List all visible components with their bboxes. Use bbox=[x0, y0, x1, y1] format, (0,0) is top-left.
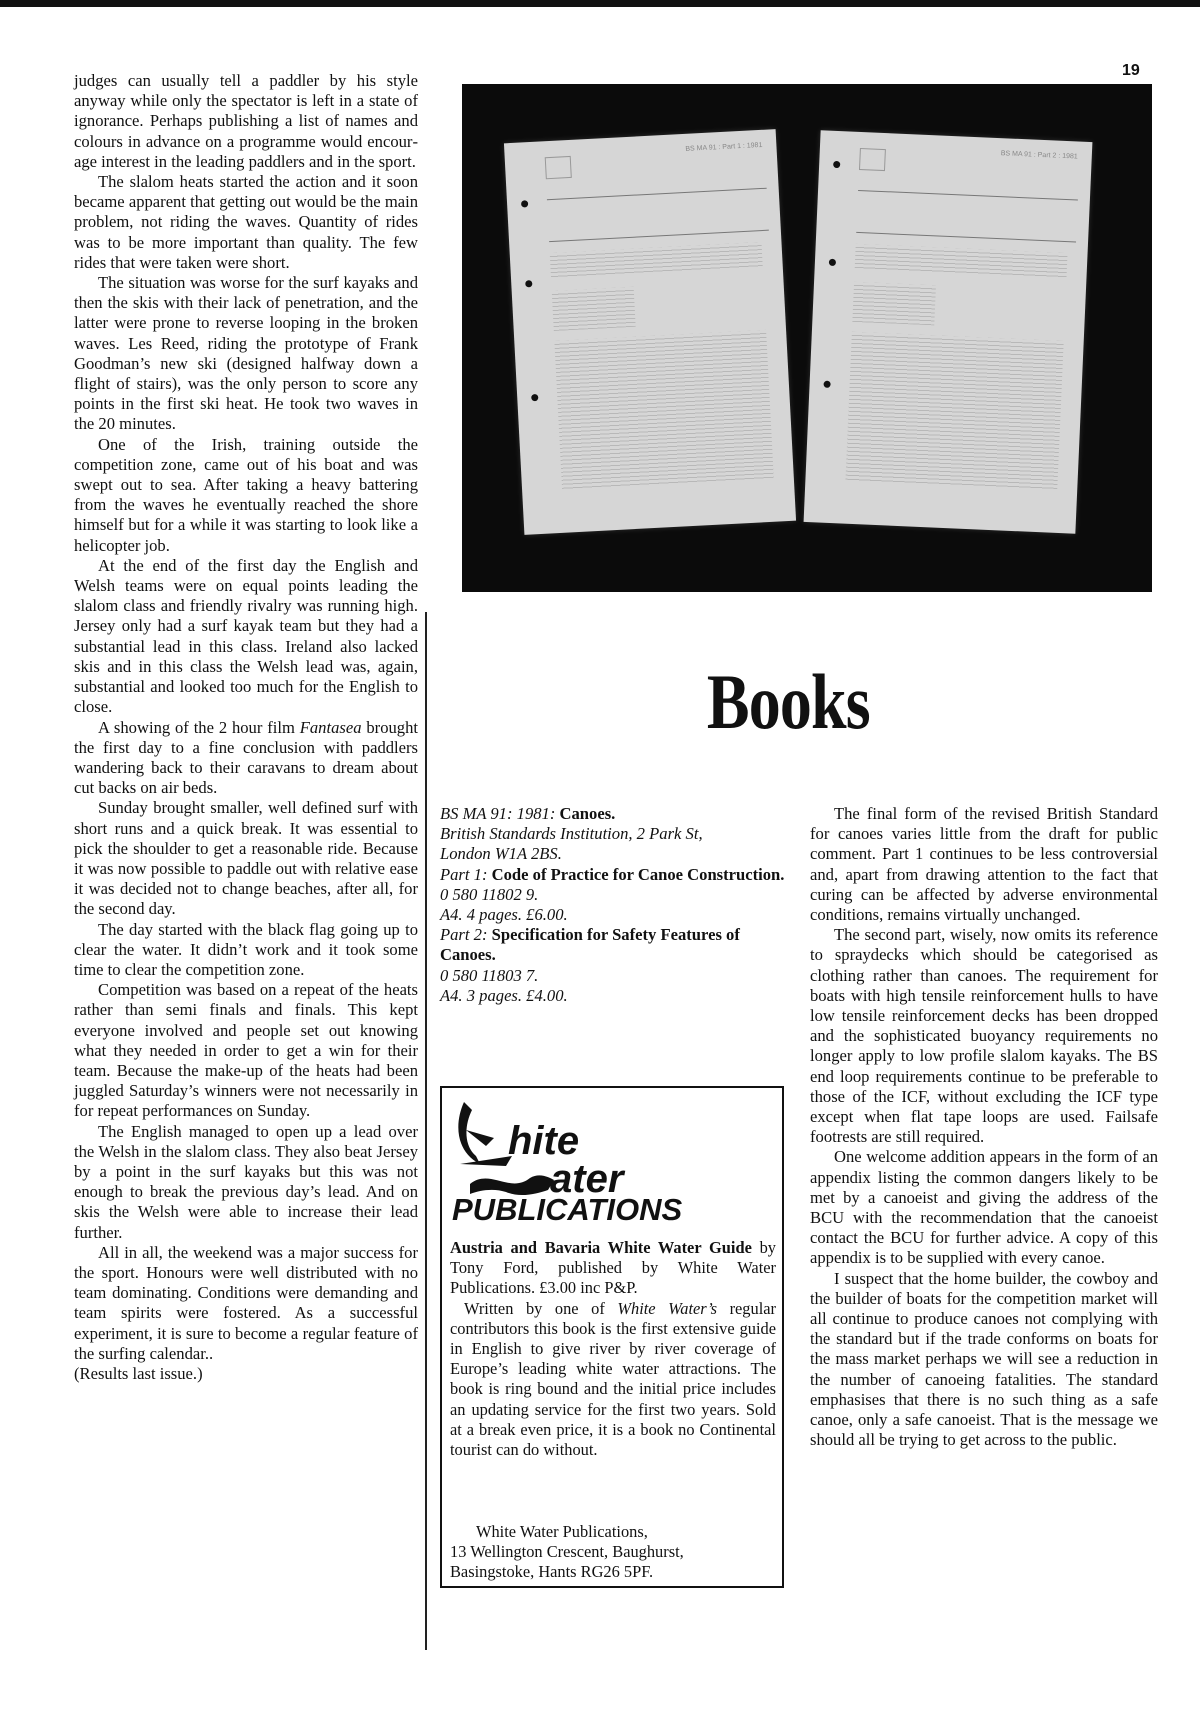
document-rule bbox=[547, 188, 767, 201]
article-paragraph: Competition was based on a repeat of the heats rather than semi finals and finals. This kept everyone involved and people set out knowing what they needed in order to get a win for their team. Because the make-up of the heats had been juggled Saturday’s winners were not necessarily in for repeat performances on Sunday. bbox=[74, 980, 418, 1121]
text-run: Written by one of bbox=[464, 1298, 618, 1318]
document-text-block bbox=[852, 282, 936, 326]
section-title: Books bbox=[706, 658, 870, 745]
part-title: Code of Practice for Canoe Construction. bbox=[487, 864, 785, 884]
document-text-block bbox=[552, 287, 636, 331]
punch-hole-icon bbox=[521, 200, 528, 207]
logo-word-publications: PUBLICATIONS bbox=[452, 1192, 683, 1222]
document-rule bbox=[858, 190, 1078, 201]
review-paragraph: One welcome addition appears in the form of an appendix listing the common dangers likely to be met by a canoeist and giving the address of the BCU with the recommendation that the canoeist contact the BCU for further advice. A copy of this appendix is to be supplied with every canoe. bbox=[810, 1147, 1158, 1268]
document-rule bbox=[856, 232, 1076, 243]
film-title: Fantasea bbox=[299, 717, 362, 737]
guide-byline: by Tony Ford, published by White Water Publications. £3.00 inc P&P. bbox=[450, 1238, 776, 1298]
article-paragraph: The situation was worse for the surf kayaks and then the skis with their lack of penetration, and the latter were prone to reverse looping in the broken waves. Les Reed, riding the prototype of Frank Goodman’s new ski (designed halfway down a flight of stairs), was the only person to score any points in the first ski heat. He took two waves in the 20 minutes. bbox=[74, 273, 418, 434]
review-paragraph: The second part, wisely, now omits its reference to spraydecks which should be categorised as clothing rather than canoes. The requirement for boats with high tensile reinforcement hulls to have low tensile reinforcement decks has been dropped and the sophisticated buoyancy requirements no longer apply to low profile slalom kayaks. The BS end loop requirements continue to be preferable to those of the ICF, without excluding the ICF type except when flat tape loops are used. Failsafe footrests are still required. bbox=[810, 925, 1158, 1147]
guide-title: Austria and Bavaria White Water Guide bbox=[450, 1238, 752, 1257]
bsi-logo-icon bbox=[859, 148, 886, 171]
article-paragraph: At the end of the first day the English and Welsh teams were on equal points leading the slalom class and friendly rivalry was running high. Jersey only had a surf kayak team but they had a substantial lead in this class. Ireland also lacked skis and in this class the Welsh lead was, again, substantial and looked too much for the English to close. bbox=[74, 555, 418, 717]
review-paragraph: The final form of the revised British Standard for canoes varies little from the draft for public comment. Part 1 continues to be less controversial and, apart from drawing attention to the fact that curing can be affected by adverse environmental conditions, remains virtually unchanged. bbox=[810, 804, 1158, 925]
address-line: White Water Publications, bbox=[476, 1522, 648, 1541]
white-water-publications-advert bbox=[440, 1086, 784, 1588]
magazine-name: White Water’s bbox=[617, 1298, 718, 1318]
document-text-block bbox=[550, 242, 763, 279]
text-run: regular contributors this book is the first extensive guide in English to give river by river coverage of Europe’s leading white water attractions. The book is ring bound and the initial price includes an updating service for the first two years. Sold at a break even price, it is a book no Continental tourist can do without. bbox=[450, 1298, 776, 1460]
white-water-publications-logo bbox=[450, 1094, 740, 1222]
logo-word-hite: hite bbox=[508, 1119, 580, 1163]
document-text-block bbox=[855, 244, 1068, 279]
photo-standards-documents bbox=[462, 84, 1152, 592]
article-paragraph: The day started with the black flag going up to clear the water. It didn’t work and it took some time to clear the competition zone. bbox=[74, 919, 418, 979]
book-entry bbox=[440, 804, 786, 1006]
document-text-block bbox=[845, 332, 1063, 491]
article-paragraph: All in all, the weekend was a major success for the sport. Honours were well distributed with no team dominating. Conditions were demanding and team spirits were fostered. As a successful experiment, it is sure to become a regular feature of the surfing calendar.. bbox=[74, 1242, 418, 1363]
article-paragraph-fantasea bbox=[74, 718, 418, 799]
part-label: Part 1: bbox=[440, 864, 488, 884]
isbn: 0 580 11803 7. bbox=[440, 965, 539, 985]
text-run: brought the first day to a fine conclusion with paddlers wandering back to their caravans to dream about cut backs on air beds. bbox=[74, 717, 418, 798]
paddle-icon bbox=[466, 1130, 494, 1146]
price: A4. 4 pages. £6.00. bbox=[440, 905, 568, 925]
document-header: BS MA 91 : Part 1 : 1981 bbox=[685, 141, 763, 153]
document-sheet-part2 bbox=[804, 130, 1093, 533]
punch-hole-icon bbox=[833, 161, 840, 168]
price: A4. 3 pages. £4.00. bbox=[440, 985, 568, 1005]
article-paragraph: The English managed to open up a lead over the Welsh in the slalom class. They also beat Jersey by a point in the surf kayaks but this was not enough to break the previous day’s lead. And on skis the Welsh were able to increase their lead further. bbox=[74, 1121, 418, 1242]
kayak-icon bbox=[460, 1156, 512, 1166]
article-paragraph: One of the Irish, training outside the competition zone, came out of his boat and was swept out to sea. After taking a heavy battering from the waves he eventually reached the shore himself but for a while it was starting to look like a helicopter job. bbox=[74, 434, 418, 555]
part-title: Specification for Safety Features of Canoes. bbox=[440, 925, 740, 965]
punch-hole-icon bbox=[525, 280, 532, 287]
address-line: Basingstoke, Hants RG26 5PF. bbox=[450, 1562, 654, 1582]
book-title: Canoes. bbox=[555, 804, 616, 823]
punch-hole-icon bbox=[823, 381, 830, 388]
article-paragraph: The slalom heats started the action and it soon became apparent that getting out would be the main problem, not riding the waves. Quantity of rides was to be more important than quality. The few rides that were taken were short. bbox=[74, 172, 418, 272]
document-text-block bbox=[554, 330, 774, 491]
document-rule bbox=[549, 230, 769, 243]
part-label: Part 2: bbox=[440, 925, 488, 945]
book-code: BS MA 91: 1981: bbox=[440, 804, 556, 823]
book-title-line bbox=[440, 804, 786, 824]
column-divider bbox=[425, 612, 427, 1650]
text-run: A showing of the 2 hour film bbox=[98, 717, 300, 737]
part1-line bbox=[440, 865, 786, 885]
publisher-line: London W1A 2BS. bbox=[440, 844, 562, 864]
article-paragraph: Sunday brought smaller, well defined surf with short runs and a quick break. It was essential to pick the shoulder to get a reasonable ride. Because it was now possible to paddle out with relative ease it was decided not to change beaches, after all, for the second day. bbox=[74, 798, 418, 919]
review-paragraph: I suspect that the home builder, the cowboy and the builder of boats for the competition market will all continue to produce canoes not complying with the standard but if the trade conforms on boats for the mass market perhaps we will see a reduction in the number of canoeing fatalities. The standard emphasises that there is no such thing as a safe canoe, only a safe canoeist. That is the message we should all be trying to get across to the public. bbox=[810, 1268, 1158, 1450]
isbn: 0 580 11802 9. bbox=[440, 884, 539, 904]
closing-note: (Results last issue.) bbox=[74, 1364, 203, 1383]
punch-hole-icon bbox=[829, 259, 836, 266]
guide-description-line bbox=[450, 1238, 776, 1299]
logo-word-ater: ater bbox=[550, 1157, 624, 1201]
document-header: BS MA 91 : Part 2 : 1981 bbox=[1000, 150, 1078, 161]
publisher-line: British Standards Institution, 2 Park St, bbox=[440, 824, 703, 844]
top-border-rule bbox=[0, 0, 1200, 7]
article-paragraph: judges can usually tell a paddler by his style anyway while only the spectator is left in a state of ignorance. Perhaps publishing a list of names and colours in advance on a programme would encourage interest in the leading paddlers and in the sport. bbox=[74, 71, 418, 171]
bsi-logo-icon bbox=[545, 156, 572, 179]
part2-line bbox=[440, 925, 786, 965]
publisher-address bbox=[450, 1522, 776, 1583]
left-article-column bbox=[74, 71, 418, 1384]
review-column bbox=[810, 804, 1158, 1451]
page-number: 19 bbox=[1122, 62, 1140, 79]
canoeist-swoosh-icon bbox=[458, 1102, 480, 1164]
punch-hole-icon bbox=[531, 394, 538, 401]
guide-description bbox=[450, 1299, 776, 1461]
address-line: 13 Wellington Crescent, Baughurst, bbox=[450, 1542, 684, 1562]
advert-body bbox=[450, 1238, 776, 1460]
document-sheet-part1 bbox=[504, 129, 796, 535]
